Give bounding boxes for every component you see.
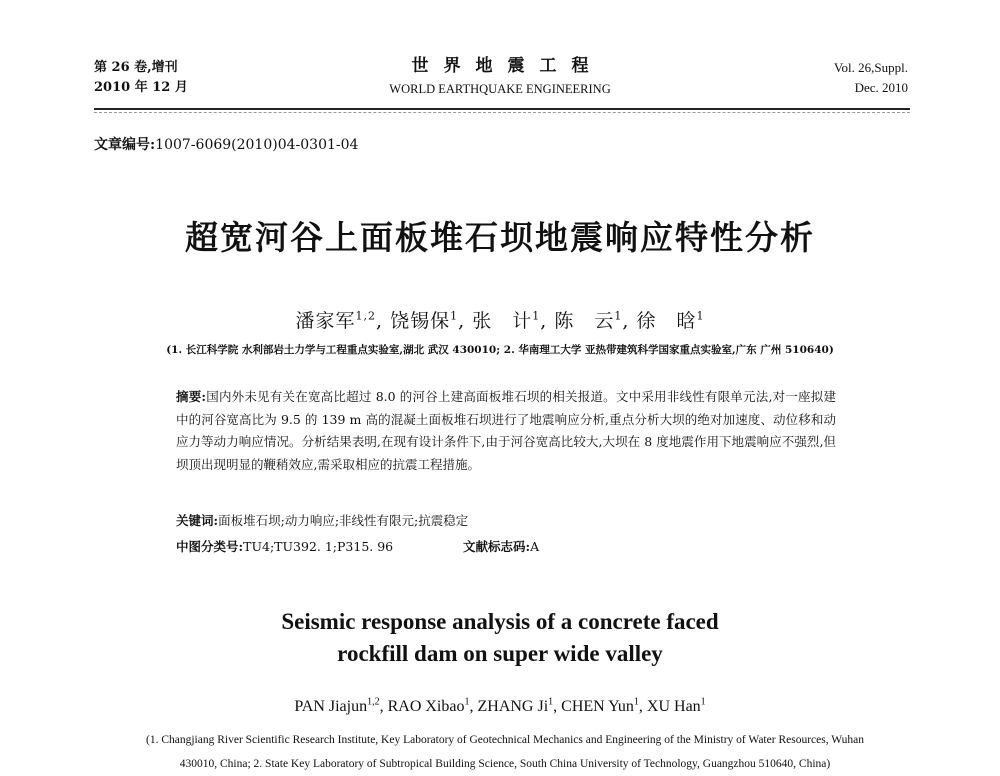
- journal-title-en: WORLD EARTHQUAKE ENGINEERING: [389, 82, 611, 96]
- document-code: [463, 537, 539, 557]
- clc-value: TU4;TU392. 1;P315. 96: [243, 539, 394, 554]
- affiliation-cn: (1. 长江科学院 水利部岩土力学与工程重点实验室,湖北 武汉 430010; 2. 华南理工大学 亚热带建筑科学国家重点实验室,广东 广州 510640): [166, 344, 834, 356]
- keywords-text: 面板堆石坝;动力响应;非线性有限元;抗震稳定: [218, 513, 469, 528]
- author-cn: 饶锡保$^1$,: [390, 309, 466, 332]
- author-en: CHEN Yun$^1$,: [561, 697, 647, 716]
- header-rule: [94, 108, 910, 110]
- affiliation-en-line: 430010, China; 2. State Key Laboratory of Subtropical Building Science, South China University of Technology, Guangzhou 510640, China): [179, 758, 831, 770]
- classification: [176, 537, 836, 557]
- abstract-text: 国内外未见有关在宽高比超过 8.0 的河谷上建高面板堆石坝的相关报道。文中采用非线性有限单元法,对一座拟建中的河谷宽高比为 9.5 的 139 m 高的混凝土面板堆石坝进行了地震响应分析,重点分析大坝的绝对加速度、动位移和动应力等动力响应情况。分析结果表明,在现有设计条件下,由于河谷宽高比较大,大坝在 8 度地震作用下地震响应不强烈,但坝顶出现明显的鞭稍效应,需采取相应的抗震工程措施。: [176, 389, 836, 472]
- author-cn: 陈 云$^1$,: [554, 309, 630, 332]
- date-cn: 2010 年 12 月: [94, 80, 188, 95]
- header-left: [94, 58, 188, 98]
- abstract-label: 摘要:: [176, 389, 207, 404]
- header-right: [834, 58, 908, 98]
- authors-en: [0, 697, 1000, 716]
- author-en: RAO Xibao$^1$,: [387, 697, 478, 716]
- volume-en: Vol. 26,Suppl.: [833, 60, 908, 75]
- paper-title-en: [0, 606, 1000, 670]
- doc-code-label: 文献标志码:: [463, 539, 531, 554]
- volume-cn: 第 26 卷,增刊: [94, 60, 178, 75]
- affiliation-en-line: (1. Changjiang River Scientific Research Institute, Key Laboratory of Geotechnical Mechanics and Engineering of the Ministry of Water Resources, Wuhan: [146, 734, 864, 746]
- article-number-value: 1007-6069(2010)04-0301-04: [155, 137, 359, 153]
- article-number-label: 文章编号:: [94, 137, 156, 153]
- title-en-line: rockfill dam on super wide valley: [337, 641, 663, 666]
- header-center: [350, 54, 650, 98]
- date-en: Dec. 2010: [854, 80, 908, 95]
- author-en: XU Han$^1$: [646, 697, 706, 716]
- abstract-cn: [176, 386, 836, 476]
- author-cn: 潘家军$^{1,2}$,: [295, 309, 384, 332]
- doc-code-value: A: [530, 539, 540, 554]
- authors-cn: [0, 306, 1000, 333]
- affiliation-en: [100, 728, 910, 776]
- author-cn: 张 计$^1$,: [472, 309, 548, 332]
- article-number: [94, 134, 358, 154]
- keywords-label: 关键词:: [176, 513, 219, 528]
- author-en: PAN Jiajun$^{1,2}$,: [294, 697, 388, 716]
- clc-label: 中图分类号:: [176, 539, 244, 554]
- author-cn: 徐 晗$^1$: [636, 309, 705, 332]
- keywords-cn: [176, 511, 836, 531]
- journal-title-cn: 世界地震工程: [411, 56, 604, 76]
- header-rule-thin: [94, 112, 910, 113]
- paper-title-cn: 超宽河谷上面板堆石坝地震响应特性分析: [185, 218, 815, 257]
- author-en: ZHANG Ji$^1$,: [477, 697, 562, 716]
- title-en-line: Seismic response analysis of a concrete faced: [281, 609, 719, 634]
